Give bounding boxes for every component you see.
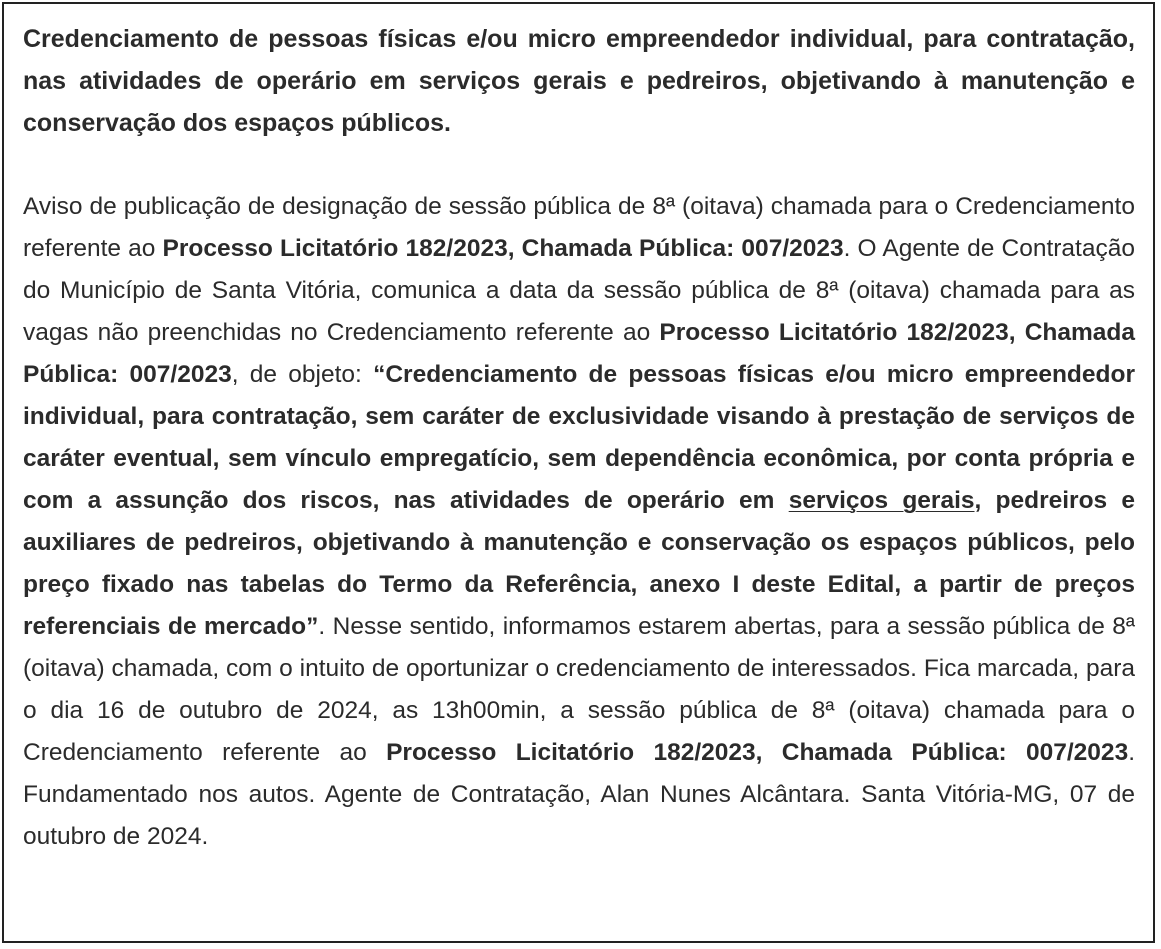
object-text-part1: “Credenciamento de pessoas físicas e/ou micro empreendedor individual, para contratação, sem caráter de exclusividade visando à prestação de serviços de caráter eventual, sem vínculo empregatício, sem dependência econômica, por conta própria e com a assunção dos riscos, nas atividades de operário em — [23, 361, 1135, 514]
process-reference: Processo Licitatório 182/2023, Chamada Pública: 007/2023 — [386, 739, 1129, 766]
notice-body — [23, 186, 1135, 858]
intro-text: Aviso de publicação de designação de sessão pública de 8ª (oitava) chamada para o Credenciamento referente ao — [23, 193, 1135, 262]
object-label: , de objeto: — [231, 361, 374, 388]
process-reference: Processo Licitatório 182/2023, Chamada Pública: 007/2023 — [23, 319, 1135, 388]
object-text-part2: , pedreiros e auxiliares de pedreiros, objetivando à manutenção e conservação os espaços públicos, pelo preço fixado nas tabelas do Termo da Referência, anexo I deste Edital, a partir de preços referenciais de mercado” — [23, 487, 1136, 640]
agent-communication-text: . O Agente de Contratação do Município de Santa Vitória, comunica a data da sessão pública de 8ª (oitava) chamada para as vagas não preenchidas no Credenciamento referente ao — [23, 235, 1135, 346]
object-description — [23, 361, 1135, 640]
notice-title: Credenciamento de pessoas físicas e/ou micro empreendedor individual, para contratação, nas atividades de operário em serviços gerais e pedreiros, objetivando à manutenção e conservação dos espaços públicos. — [23, 25, 1135, 137]
notice-box — [2, 2, 1155, 943]
object-underlined-text: serviços gerais — [788, 487, 975, 514]
process-reference: Processo Licitatório 182/2023, Chamada Pública: 007/2023 — [162, 235, 844, 262]
session-details-text: . Nesse sentido, informamos estarem abertas, para a sessão pública de 8ª (oitava) chamada, com o intuito de oportunizar o credenciamento de interessados. Fica marcada, para o dia 16 de outubro de 2024, as 13h00min, a sessão pública de 8ª (oitava) chamada para o Credenciamento referente ao — [23, 613, 1135, 766]
closing-signature-text: . Fundamentado nos autos. Agente de Contratação, Alan Nunes Alcântara. Santa Vitória-MG, 07 de outubro de 2024. — [23, 739, 1136, 850]
